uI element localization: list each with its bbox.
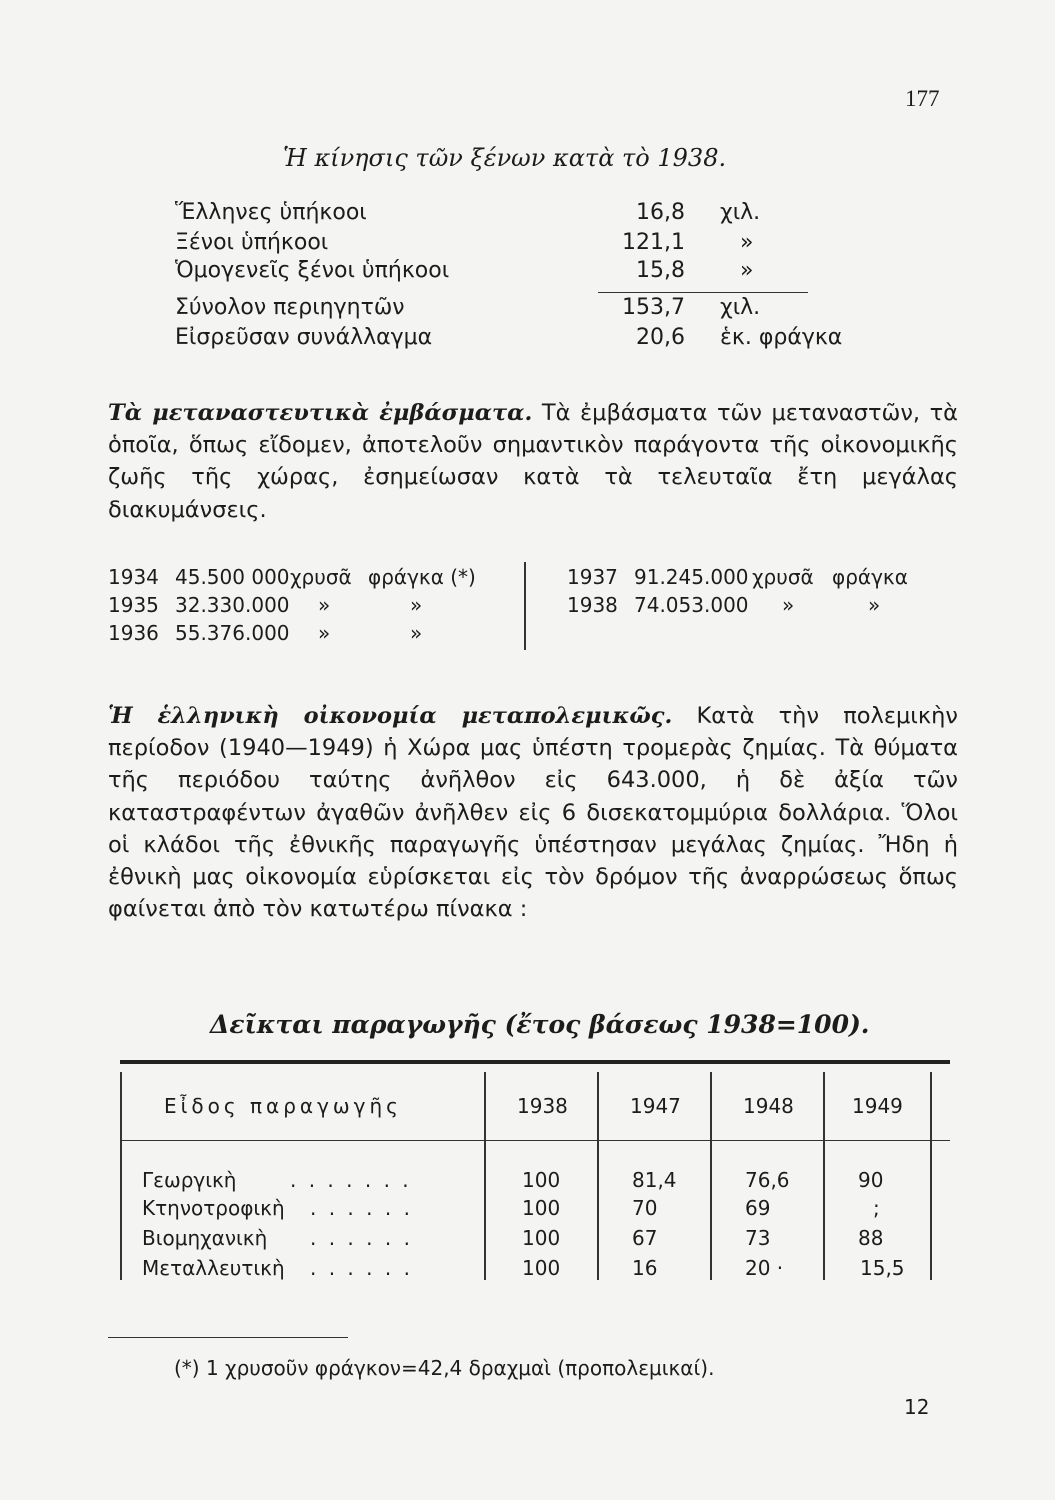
tourist-value: 20,6 (636, 325, 685, 350)
table-title: Δεῖκται παραγωγῆς (ἔτος βάσεως 1938=100). (210, 1010, 870, 1039)
remit-unit-a: » (782, 593, 795, 617)
footnote: (*) 1 χρυσοῦν φράγκον=42,4 δραχμαὶ (προπολεμικαί). (174, 1356, 715, 1380)
remit-unit-a: χρυσᾶ (752, 565, 814, 589)
tourist-label: Ἕλληνες ὑπήκοοι (175, 200, 367, 225)
table-cell: 20 · (745, 1256, 784, 1280)
column-divider (524, 562, 526, 650)
table-header-cell: 1948 (743, 1094, 794, 1118)
table-row-dots: . . . . . . (310, 1256, 413, 1280)
remit-unit-b: » (868, 593, 881, 617)
remit-amount: 45.500 000 (175, 565, 290, 589)
paragraph-lead: Τὰ μεταναστευτικὰ ἐμβάσματα. (108, 400, 533, 426)
remit-year: 1938 (567, 593, 618, 617)
table-cell: 67 (632, 1226, 658, 1250)
table-top-rule (120, 1060, 950, 1064)
paragraph-economy (108, 700, 958, 925)
remit-unit-a: » (318, 621, 331, 645)
table-row-name: Μεταλλευτικὴ (142, 1256, 285, 1280)
remit-amount: 32.330.000 (175, 593, 290, 617)
table-cell: 70 (632, 1196, 658, 1220)
table-cell: 15,5 (860, 1256, 905, 1280)
paragraph-lead: Ἡ ἑλληνικὴ οἰκονομία μεταπολεμικῶς. (108, 703, 673, 729)
table-col-rule (597, 1072, 599, 1280)
table-cell: 69 (745, 1196, 771, 1220)
table-cell: 73 (745, 1226, 771, 1250)
table-header-cell: 1947 (630, 1094, 681, 1118)
tourist-value: 15,8 (636, 258, 685, 283)
tourist-value: 153,7 (622, 295, 685, 320)
tourist-unit: ἑκ. φράγκα (720, 325, 843, 350)
remit-unit-b: φράγκα (832, 565, 908, 589)
remit-year: 1936 (108, 621, 159, 645)
table-cell: 88 (858, 1226, 884, 1250)
tourist-unit: χιλ. (720, 200, 761, 225)
table-cell: 76,6 (745, 1168, 790, 1192)
table-row-name: Γεωργικὴ (142, 1168, 237, 1192)
paragraph-remittances (108, 397, 958, 526)
remit-unit-b: » (410, 621, 423, 645)
table-row-dots: . . . . . . (310, 1196, 413, 1220)
table-cell: 100 (522, 1256, 561, 1280)
remit-unit-b: φράγκα (*) (368, 565, 476, 589)
tourist-value: 16,8 (636, 200, 685, 225)
sum-rule (598, 292, 808, 293)
remit-amount: 74.053.000 (634, 593, 749, 617)
page-number: 177 (905, 86, 940, 111)
table-row-name: Βιομηχανικὴ (142, 1226, 268, 1250)
tourist-unit: χιλ. (720, 295, 761, 320)
remit-amount: 55.376.000 (175, 621, 290, 645)
table-row-dots: . . . . . . . (290, 1168, 412, 1192)
remit-unit-a: » (318, 593, 331, 617)
section-title-tourists: Ἡ κίνησις τῶν ξένων κατὰ τὸ 1938. (283, 144, 727, 172)
signature-mark: 12 (904, 1395, 930, 1419)
table-cell: ; (873, 1196, 880, 1220)
table-col-rule (710, 1072, 712, 1280)
remit-year: 1937 (567, 565, 618, 589)
table-cell: 100 (522, 1226, 561, 1250)
table-header-rule (120, 1140, 950, 1141)
tourist-label: Εἰσρεῦσαν συνάλλαγμα (175, 325, 433, 350)
table-border-right (930, 1072, 932, 1280)
table-row-dots: . . . . . . (310, 1226, 413, 1250)
table-col-rule (484, 1072, 486, 1280)
table-border-left (120, 1072, 122, 1280)
tourist-label: Σύνολον περιηγητῶν (175, 295, 405, 320)
tourist-label: Ξένοι ὑπήκοοι (175, 230, 329, 255)
tourist-label: Ὁμογενεῖς ξένοι ὑπήκοοι (175, 258, 450, 283)
table-col-rule (823, 1072, 825, 1280)
remit-amount: 91.245.000 (634, 565, 749, 589)
table-cell: 81,4 (632, 1168, 677, 1192)
remit-unit-b: » (410, 593, 423, 617)
tourist-value: 121,1 (622, 230, 685, 255)
table-cell: 100 (522, 1196, 561, 1220)
table-cell: 100 (522, 1168, 561, 1192)
table-row-name: Κτηνοτροφικὴ (142, 1196, 285, 1220)
table-cell: 90 (858, 1168, 884, 1192)
table-cell: 16 (632, 1256, 658, 1280)
remit-year: 1935 (108, 593, 159, 617)
table-header-cell: Εἶδος παραγωγῆς (164, 1094, 402, 1118)
tourist-unit: » (740, 258, 754, 283)
table-header-cell: 1949 (852, 1094, 903, 1118)
table-header-cell: 1938 (517, 1094, 568, 1118)
remit-unit-a: χρυσᾶ (290, 565, 352, 589)
paragraph-text: Κατὰ τὴν πολεμικὴν περίοδον (1940—1949) ἡ Χώρα μας ὑπέστη τρομερὰς ζημίας. Τὰ θύματα τῆς περιόδου ταύτης ἀνῆλθον εἰς 643.000, ἡ δὲ ἀξία τῶν καταστραφέντων ἀγαθῶν ἀνῆλθεν εἰς 6 δισεκατομμύρια δολλάρια. Ὅλοι οἱ κλάδοι τῆς ἐθνικῆς παραγωγῆς ὑπέστησαν μεγάλας ζημίας. Ἤδη ἡ ἐθνικὴ μας οἰκονομία εὑρίσκεται εἰς τὸν δρόμον τῆς ἀναρρώσεως ὅπως φαίνεται ἀπὸ τὸν κατωτέρω πίνακα : (108, 703, 958, 923)
footnote-rule (108, 1337, 348, 1338)
paragraph-text: Τὰ ἐμβάσματα τῶν μεταναστῶν, τὰ ὁποῖα, ὅπως εἴδομεν, ἀποτελοῦν σημαντικὸν παράγοντα τῆς οἰκονομικῆς ζωῆς τῆς χώρας, ἐσημείωσαν κατὰ τὰ τελευταῖα ἔτη μεγάλας διακυμάνσεις. (108, 400, 958, 523)
remit-year: 1934 (108, 565, 159, 589)
tourist-unit: » (740, 230, 754, 255)
